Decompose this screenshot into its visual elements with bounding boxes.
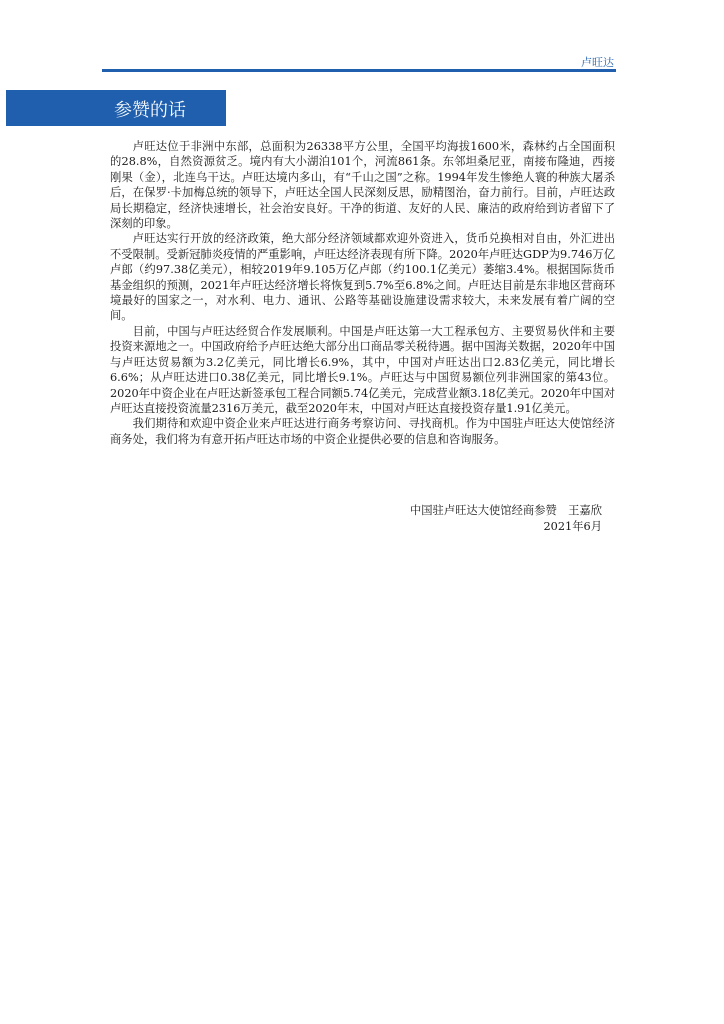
header-rule <box>102 69 616 72</box>
body-text <box>110 139 615 447</box>
paragraph: 目前，中国与卢旺达经贸合作发展顺利。中国是卢旺达第一大工程承包方、主要贸易伙伴和主要投资来源地之一。中国政府给予卢旺达绝大部分出口商品零关税待遇。据中国海关数据，2020年中国与卢旺达贸易额为3.2亿美元，同比增长6.9%，其中，中国对卢旺达出口2.83亿美元，同比增长6.6%；从卢旺达进口0.38亿美元，同比增长9.1%。卢旺达与中国贸易额位列非洲国家的第43位。2020年中资企业在卢旺达新签承包工程合同额5.74亿美元，完成营业额3.18亿美元。2020年中国对卢旺达直接投资流量2316万美元，截至2020年末，中国对卢旺达直接投资存量1.91亿美元。 <box>110 324 615 415</box>
paragraph: 我们期待和欢迎中资企业来卢旺达进行商务考察访问、寻找商机。作为中国驻卢旺达大使馆经济商务处，我们将为有意开拓卢旺达市场的中资企业提供必要的信息和咨询服务。 <box>110 417 615 446</box>
paragraph: 卢旺达实行开放的经济政策，绝大部分经济领域都欢迎外资进入，货币兑换相对自由，外汇进出不受限制。受新冠肺炎疫情的严重影响，卢旺达经济表现有所下降。2020年卢旺达GDP为9.746万亿卢郎（约97.38亿美元），相较2019年9.105万亿卢郎（约100.1亿美元）萎缩3.4%。根据国际货币基金组织的预测，2021年卢旺达经济增长将恢复到5.7%至6.8%之间。卢旺达目前是东非地区营商环境最好的国家之一，对水利、电力、通讯、公路等基础设施建设需求较大，未来发展有着广阔的空间。 <box>110 232 615 323</box>
signature-block <box>410 503 602 535</box>
signature-date: 2021年6月 <box>543 520 602 533</box>
running-header-title: 卢旺达 <box>581 56 614 69</box>
paragraph: 卢旺达位于非洲中东部，总面积为26338平方公里，全国平均海拔1600米，森林约占全国面积的28.8%，自然资源贫乏。境内有大小湖泊101个，河流861条。东邻坦桑尼亚，南接布隆迪，西接刚果（金），北连乌干达。卢旺达境内多山，有“千山之国”之称。1994年发生惨绝人寰的种族大屠杀后，在保罗·卡加梅总统的领导下，卢旺达全国人民深刻反思，励精图治，奋力前行。目前，卢旺达政局长期稳定，经济快速增长，社会治安良好。干净的街道、友好的人民、廉洁的政府给到访者留下了深刻的印象。 <box>110 140 615 231</box>
signature-author: 中国驻卢旺达大使馆经商参赞 王嘉欣 <box>409 504 602 517</box>
section-title: 参赞的话 <box>114 100 186 121</box>
section-banner <box>6 90 226 126</box>
